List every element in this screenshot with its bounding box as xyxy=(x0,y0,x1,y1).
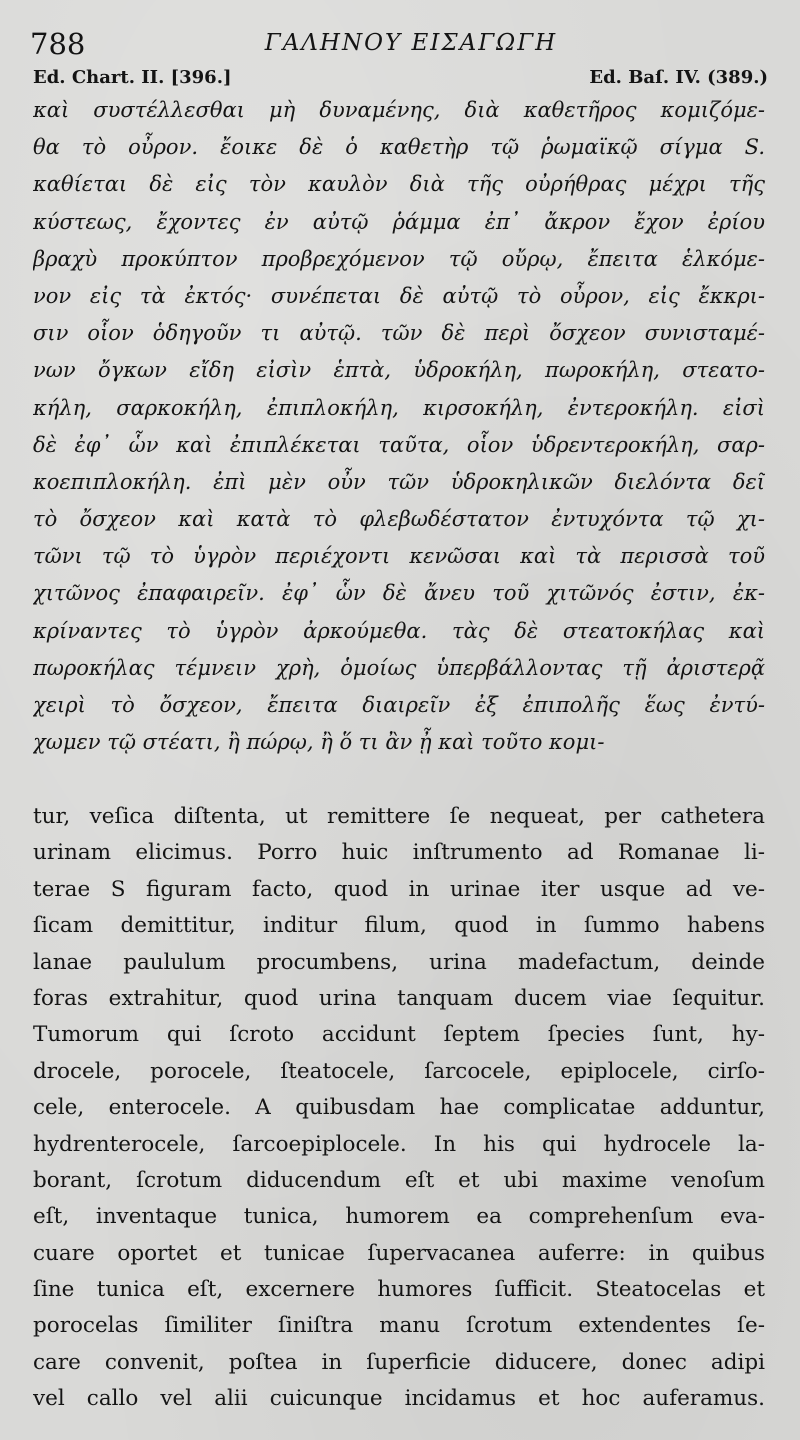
latin-line: cuare oportet et tunicae ſupervacanea auferre: in quibus xyxy=(33,1240,765,1266)
greek-line: θα τὸ οὖρον. ἔοικε δὲ ὁ καθετὴρ τῷ ῥωμαϊκῷ σίγμα S. xyxy=(33,135,765,160)
latin-line: urinam elicimus. Porro huic inſtrumento ad Romanae li- xyxy=(33,840,765,866)
greek-line: τῶνι τῷ τὸ ὑγρὸν περιέχοντι κενῶσαι καὶ τὰ περισσὰ τοῦ xyxy=(33,544,765,569)
greek-line: σιν οἷον ὁδηγοῦν τι αὐτῷ. τῶν δὲ περὶ ὄσχεον συνισταμέ- xyxy=(33,321,765,346)
page-number: 788 xyxy=(30,27,86,61)
running-title: ΓΑΛΗΝΟΥ ΕΙΣΑΓΩΓΗ xyxy=(264,30,558,56)
greek-line: κύστεως, ἔχοντες ἐν αὐτῷ ῥάμμα ἐπ᾽ ἄκρον ἔχον ἐρίου xyxy=(33,209,765,234)
latin-line: Tumorum qui ſcroto accidunt ſeptem ſpecies ſunt, hy- xyxy=(33,1022,765,1048)
latin-line: drocele, porocele, ſteatocele, ſarcocele, epiplocele, cirſo- xyxy=(33,1058,765,1084)
edition-basel-reference: Ed. Baſ. IV. (389.) xyxy=(589,67,768,88)
latin-line: porocelas ſimiliter ſiniſtra manu ſcrotum extendentes ſe- xyxy=(33,1313,765,1339)
greek-text-block xyxy=(33,92,765,761)
latin-line: lanae paululum procumbens, urina madefactum, deinde xyxy=(33,949,765,975)
latin-line: borant, ſcrotum diducendum eſt et ubi maxime venoſum xyxy=(33,1167,765,1193)
greek-line: καὶ συστέλλεσθαι μὴ δυναμένης, διὰ καθετῆρος κομιζόμε- xyxy=(33,98,765,122)
latin-line: terae S figuram facto, quod in urinae iter usque ad ve- xyxy=(33,876,765,902)
latin-line: eſt, inventaque tunica, humorem ea comprehenſum eva- xyxy=(33,1204,765,1230)
latin-line: ſine tunica eſt, excernere humores ſufficit. Steatocelas et xyxy=(33,1277,765,1303)
latin-line: hydrenterocele, ſarcoepiplocele. In his qui hydrocele la- xyxy=(33,1131,765,1157)
greek-line: κήλη, σαρκοκήλη, ἐπιπλοκήλη, κιρσοκήλη, ἐντεροκήλη. εἰσὶ xyxy=(33,395,765,420)
latin-line: cele, enterocele. A quibusdam hae complicatae adduntur, xyxy=(33,1095,765,1121)
latin-line: foras extrahitur, quod urina tanquam ducem viae ſequitur. xyxy=(33,985,765,1011)
latin-line: ſicam demittitur, inditur filum, quod in ſummo habens xyxy=(33,913,765,939)
greek-line: καθίεται δὲ εἰς τὸν καυλὸν διὰ τῆς οὐρήθρας μέχρι τῆς xyxy=(33,172,765,197)
latin-text-block xyxy=(33,799,765,1418)
latin-line: vel callo vel alii cuicunque incidamus et hoc auferamus. xyxy=(33,1386,765,1412)
greek-line: χωμεν τῷ στέατι, ἢ πώρῳ, ἢ ὅ τι ἂν ᾖ καὶ τοῦτο κομι- xyxy=(33,730,605,755)
greek-line: βραχὺ προκύπτον προβρεχόμενον τῷ οὔρῳ, ἔπειτα ἑλκόμε- xyxy=(33,246,765,271)
edition-chartier-reference: Ed. Chart. II. [396.] xyxy=(33,67,232,88)
edition-references xyxy=(33,66,768,92)
greek-line: κρίναντες τὸ ὑγρὸν ἀρκούμεθα. τὰς δὲ στεατοκήλας καὶ xyxy=(33,618,765,643)
greek-line: τὸ ὄσχεον καὶ κατὰ τὸ φλεβωδέστατον ἐντυχόντα τῷ χι- xyxy=(33,507,765,532)
latin-line: tur, veſica diſtenta, ut remittere ſe nequeat, per cathetera xyxy=(33,804,765,829)
greek-line: νων ὄγκων εἴδη εἰσὶν ἑπτὰ, ὑδροκήλη, πωροκήλη, στεατο- xyxy=(33,358,765,383)
greek-line: χιτῶνος ἐπαφαιρεῖν. ἐφ᾽ ὧν δὲ ἄνευ τοῦ χιτῶνός ἐστιν, ἐκ- xyxy=(33,581,765,606)
latin-line: care convenit, poſtea in ſuperficie diducere, donec adipi xyxy=(33,1349,765,1375)
greek-line: πωροκήλας τέμνειν χρὴ, ὁμοίως ὑπερβάλλοντας τῇ ἀριστερᾷ xyxy=(33,655,765,680)
greek-line: δὲ ἐφ᾽ ὧν καὶ ἐπιπλέκεται ταῦτα, οἷον ὑδρεντεροκήλη, σαρ- xyxy=(33,432,765,457)
greek-line: κοεπιπλοκήλη. ἐπὶ μὲν οὖν τῶν ὑδροκηλικῶν διελόντα δεῖ xyxy=(33,469,765,494)
page-header xyxy=(30,28,768,62)
greek-line: χειρὶ τὸ ὄσχεον, ἔπειτα διαιρεῖν ἐξ ἐπιπολῆς ἕως ἐντύ- xyxy=(33,693,765,717)
greek-line: νον εἰς τὰ ἐκτός· συνέπεται δὲ αὐτῷ τὸ οὖρον, εἰς ἔκκρι- xyxy=(33,283,765,308)
